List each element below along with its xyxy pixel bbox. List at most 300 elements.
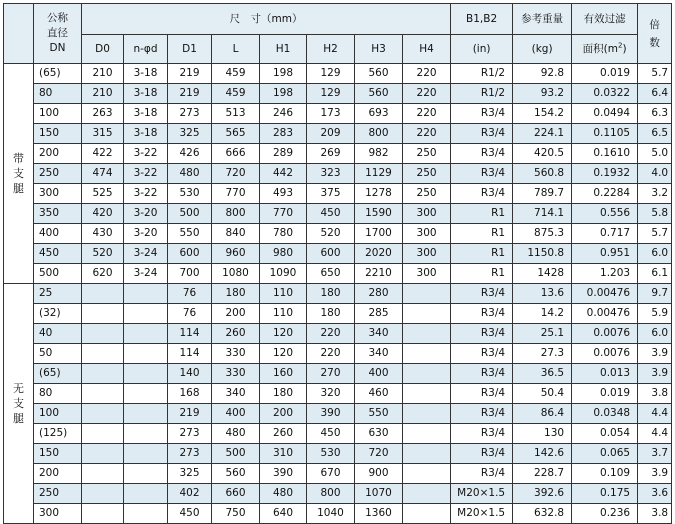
- cell-h1: 640: [260, 504, 307, 524]
- cell-h4: [403, 444, 451, 464]
- cell-h4: [403, 404, 451, 424]
- cell-weight: 1150.8: [513, 244, 572, 264]
- cell-weight: 27.3: [513, 344, 572, 364]
- header-col-h4: H4: [403, 35, 451, 64]
- cell-d0: 210: [82, 84, 124, 104]
- cell-b1b2: R3/4: [451, 344, 513, 364]
- cell-d0: 520: [82, 244, 124, 264]
- cell-h4: [403, 304, 451, 324]
- cell-l: 720: [212, 164, 260, 184]
- header-col-h2: H2: [307, 35, 355, 64]
- cell-d1: 76: [168, 304, 212, 324]
- table-row: [4, 124, 672, 144]
- area-unit-text: 面积(m: [582, 42, 618, 55]
- cell-h4: 220: [403, 104, 451, 124]
- cell-h2: 520: [307, 224, 355, 244]
- cell-ratio: 9.7: [638, 284, 672, 304]
- header-row-2: [4, 35, 672, 64]
- cell-h2: 375: [307, 184, 355, 204]
- cell-dn: (65): [34, 364, 82, 384]
- cell-dn: 50: [34, 344, 82, 364]
- cell-d1: 114: [168, 324, 212, 344]
- cell-l: 1080: [212, 264, 260, 284]
- cell-d1: 219: [168, 84, 212, 104]
- table-row: [4, 364, 672, 384]
- cell-d1: 219: [168, 64, 212, 84]
- cell-ratio: 3.9: [638, 464, 672, 484]
- cell-b1b2: M20×1.5: [451, 484, 513, 504]
- cell-ratio: 4.4: [638, 424, 672, 444]
- cell-h2: 220: [307, 324, 355, 344]
- header-ratio: [638, 4, 672, 64]
- cell-ratio: 6.0: [638, 244, 672, 264]
- header-col-nphid: n-φd: [124, 35, 168, 64]
- cell-weight: 86.4: [513, 404, 572, 424]
- cell-h4: 220: [403, 64, 451, 84]
- cell-h4: [403, 424, 451, 444]
- area-unit-close: ): [622, 42, 627, 55]
- cell-l: 666: [212, 144, 260, 164]
- cell-d1: 140: [168, 364, 212, 384]
- cell-area: 0.0076: [572, 324, 638, 344]
- header-area-unit: [572, 35, 638, 64]
- cell-d1: 219: [168, 404, 212, 424]
- spec-table: [3, 3, 672, 524]
- cell-d1: 273: [168, 104, 212, 124]
- cell-h1: 1090: [260, 264, 307, 284]
- cell-d0: 430: [82, 224, 124, 244]
- header-col-h1: H1: [260, 35, 307, 64]
- cell-area: 0.1105: [572, 124, 638, 144]
- cell-ratio: 6.5: [638, 124, 672, 144]
- header-dimensions: 尺 寸（mm）: [82, 4, 451, 35]
- cell-n-phi-d: [124, 284, 168, 304]
- cell-h4: [403, 504, 451, 524]
- cell-d0: 422: [82, 144, 124, 164]
- cell-h3: 900: [355, 464, 403, 484]
- cell-h1: 198: [260, 84, 307, 104]
- cell-ratio: 3.8: [638, 504, 672, 524]
- cell-h3: 982: [355, 144, 403, 164]
- cell-l: 480: [212, 424, 260, 444]
- cell-n-phi-d: [124, 384, 168, 404]
- cell-h4: [403, 364, 451, 384]
- cell-dn: (32): [34, 304, 82, 324]
- cell-d0: 420: [82, 204, 124, 224]
- cell-h2: 220: [307, 344, 355, 364]
- cell-b1b2: R1/2: [451, 64, 513, 84]
- cell-ratio: 6.3: [638, 104, 672, 124]
- cell-b1b2: R3/4: [451, 324, 513, 344]
- cell-l: 200: [212, 304, 260, 324]
- cell-d0: [82, 324, 124, 344]
- cell-area: 0.175: [572, 484, 638, 504]
- cell-b1b2: R1: [451, 244, 513, 264]
- cell-d1: 600: [168, 244, 212, 264]
- cell-area: 0.065: [572, 444, 638, 464]
- cell-d1: 426: [168, 144, 212, 164]
- cell-l: 840: [212, 224, 260, 244]
- cell-h1: 980: [260, 244, 307, 264]
- cell-h3: 1070: [355, 484, 403, 504]
- cell-l: 500: [212, 444, 260, 464]
- cell-h2: 129: [307, 84, 355, 104]
- cell-h1: 180: [260, 384, 307, 404]
- cell-d0: [82, 344, 124, 364]
- cell-ratio: 5.8: [638, 204, 672, 224]
- cell-ratio: 6.4: [638, 84, 672, 104]
- cell-b1b2: M20×1.5: [451, 504, 513, 524]
- cell-area: 0.019: [572, 64, 638, 84]
- cell-area: 0.0494: [572, 104, 638, 124]
- cell-b1b2: R3/4: [451, 424, 513, 444]
- cell-area: 0.0348: [572, 404, 638, 424]
- cell-ratio: 6.1: [638, 264, 672, 284]
- cell-n-phi-d: 3-20: [124, 224, 168, 244]
- cell-h2: 390: [307, 404, 355, 424]
- cell-dn: 300: [34, 504, 82, 524]
- cell-area: 1.203: [572, 264, 638, 284]
- cell-area: 0.0076: [572, 344, 638, 364]
- cell-n-phi-d: [124, 424, 168, 444]
- cell-l: 260: [212, 324, 260, 344]
- cell-ratio: 3.8: [638, 384, 672, 404]
- cell-area: 0.1610: [572, 144, 638, 164]
- cell-h2: 670: [307, 464, 355, 484]
- table-row: [4, 244, 672, 264]
- cell-weight: 228.7: [513, 464, 572, 484]
- cell-l: 770: [212, 184, 260, 204]
- cell-ratio: 5.7: [638, 224, 672, 244]
- cell-d0: [82, 384, 124, 404]
- cell-h1: 110: [260, 284, 307, 304]
- table-row: [4, 284, 672, 304]
- cell-l: 459: [212, 64, 260, 84]
- cell-h1: 260: [260, 424, 307, 444]
- cell-h4: [403, 464, 451, 484]
- cell-n-phi-d: [124, 504, 168, 524]
- cell-h4: [403, 344, 451, 364]
- cell-area: 0.236: [572, 504, 638, 524]
- cell-dn: 80: [34, 84, 82, 104]
- cell-dn: (65): [34, 64, 82, 84]
- group-label-cell: [4, 64, 34, 284]
- cell-area: 0.109: [572, 464, 638, 484]
- cell-weight: 50.4: [513, 384, 572, 404]
- cell-weight: 92.8: [513, 64, 572, 84]
- cell-b1b2: R3/4: [451, 464, 513, 484]
- cell-l: 800: [212, 204, 260, 224]
- cell-area: 0.019: [572, 384, 638, 404]
- cell-h3: 693: [355, 104, 403, 124]
- cell-n-phi-d: 3-18: [124, 104, 168, 124]
- cell-l: 459: [212, 84, 260, 104]
- cell-b1b2: R3/4: [451, 164, 513, 184]
- cell-dn: 150: [34, 444, 82, 464]
- cell-d1: 325: [168, 464, 212, 484]
- cell-area: 0.0322: [572, 84, 638, 104]
- cell-h4: 250: [403, 144, 451, 164]
- cell-l: 340: [212, 384, 260, 404]
- cell-ratio: 3.7: [638, 444, 672, 464]
- cell-n-phi-d: 3-22: [124, 144, 168, 164]
- table-row: [4, 344, 672, 364]
- cell-weight: 13.6: [513, 284, 572, 304]
- table-row: [4, 84, 672, 104]
- cell-weight: 130: [513, 424, 572, 444]
- cell-weight: 14.2: [513, 304, 572, 324]
- cell-h2: 450: [307, 204, 355, 224]
- cell-l: 960: [212, 244, 260, 264]
- cell-dn: 25: [34, 284, 82, 304]
- cell-h2: 129: [307, 64, 355, 84]
- cell-dn: 200: [34, 144, 82, 164]
- cell-area: 0.556: [572, 204, 638, 224]
- cell-h3: 285: [355, 304, 403, 324]
- cell-l: 330: [212, 364, 260, 384]
- cell-d0: 315: [82, 124, 124, 144]
- cell-dn: 100: [34, 104, 82, 124]
- cell-h1: 390: [260, 464, 307, 484]
- cell-h2: 600: [307, 244, 355, 264]
- cell-area: 0.00476: [572, 304, 638, 324]
- cell-ratio: 4.4: [638, 404, 672, 424]
- cell-n-phi-d: 3-20: [124, 204, 168, 224]
- cell-n-phi-d: 3-22: [124, 184, 168, 204]
- spec-table-container: [3, 3, 672, 524]
- cell-h2: 270: [307, 364, 355, 384]
- cell-d0: 525: [82, 184, 124, 204]
- cell-h3: 2210: [355, 264, 403, 284]
- cell-d1: 402: [168, 484, 212, 504]
- cell-dn: 200: [34, 464, 82, 484]
- cell-area: 0.951: [572, 244, 638, 264]
- cell-h1: 110: [260, 304, 307, 324]
- cell-weight: 36.5: [513, 364, 572, 384]
- cell-b1b2: R3/4: [451, 364, 513, 384]
- cell-h3: 460: [355, 384, 403, 404]
- cell-b1b2: R3/4: [451, 444, 513, 464]
- cell-weight: 224.1: [513, 124, 572, 144]
- cell-h4: 300: [403, 244, 451, 264]
- cell-dn: 450: [34, 244, 82, 264]
- cell-h2: 209: [307, 124, 355, 144]
- cell-d0: [82, 284, 124, 304]
- cell-dn: 500: [34, 264, 82, 284]
- cell-n-phi-d: [124, 304, 168, 324]
- cell-b1b2: R3/4: [451, 184, 513, 204]
- cell-l: 660: [212, 484, 260, 504]
- cell-l: 560: [212, 464, 260, 484]
- cell-h3: 400: [355, 364, 403, 384]
- cell-weight: 875.3: [513, 224, 572, 244]
- cell-l: 565: [212, 124, 260, 144]
- table-row: [4, 144, 672, 164]
- cell-area: 0.013: [572, 364, 638, 384]
- cell-h1: 310: [260, 444, 307, 464]
- cell-ratio: 3.9: [638, 344, 672, 364]
- cell-b1b2: R1: [451, 204, 513, 224]
- table-row: [4, 184, 672, 204]
- cell-d1: 325: [168, 124, 212, 144]
- cell-b1b2: R1/2: [451, 84, 513, 104]
- cell-area: 0.00476: [572, 284, 638, 304]
- cell-h4: [403, 484, 451, 504]
- cell-ratio: 3.9: [638, 364, 672, 384]
- cell-h1: 160: [260, 364, 307, 384]
- cell-h2: 800: [307, 484, 355, 504]
- table-row: [4, 264, 672, 284]
- cell-d1: 273: [168, 424, 212, 444]
- table-row: [4, 164, 672, 184]
- header-col-h3: H3: [355, 35, 403, 64]
- group-label-cell: [4, 284, 34, 524]
- header-col-d0: D0: [82, 35, 124, 64]
- cell-h2: 650: [307, 264, 355, 284]
- cell-b1b2: R3/4: [451, 284, 513, 304]
- cell-h3: 1700: [355, 224, 403, 244]
- table-row: [4, 304, 672, 324]
- cell-n-phi-d: [124, 404, 168, 424]
- cell-d1: 700: [168, 264, 212, 284]
- cell-h2: 320: [307, 384, 355, 404]
- cell-n-phi-d: 3-22: [124, 164, 168, 184]
- cell-h3: 340: [355, 344, 403, 364]
- cell-dn: (125): [34, 424, 82, 444]
- cell-d0: 620: [82, 264, 124, 284]
- cell-l: 330: [212, 344, 260, 364]
- cell-ratio: 5.7: [638, 64, 672, 84]
- cell-h3: 630: [355, 424, 403, 444]
- cell-h3: 1360: [355, 504, 403, 524]
- cell-dn: 250: [34, 164, 82, 184]
- table-row: [4, 104, 672, 124]
- cell-ratio: 3.2: [638, 184, 672, 204]
- group-label: 带支腿: [13, 152, 24, 195]
- cell-h3: 280: [355, 284, 403, 304]
- cell-d0: [82, 404, 124, 424]
- cell-n-phi-d: [124, 464, 168, 484]
- cell-h2: 450: [307, 424, 355, 444]
- cell-h2: 530: [307, 444, 355, 464]
- cell-h2: 1040: [307, 504, 355, 524]
- cell-h4: 220: [403, 124, 451, 144]
- cell-h1: 200: [260, 404, 307, 424]
- cell-weight: 1428: [513, 264, 572, 284]
- cell-ratio: 6.0: [638, 324, 672, 344]
- cell-d0: [82, 364, 124, 384]
- cell-b1b2: R3/4: [451, 104, 513, 124]
- cell-d0: [82, 444, 124, 464]
- cell-weight: 93.2: [513, 84, 572, 104]
- cell-ratio: 3.6: [638, 484, 672, 504]
- cell-n-phi-d: [124, 364, 168, 384]
- cell-n-phi-d: [124, 324, 168, 344]
- table-row: [4, 204, 672, 224]
- header-weight-unit: (kg): [513, 35, 572, 64]
- cell-weight: 142.6: [513, 444, 572, 464]
- cell-h4: 220: [403, 84, 451, 104]
- table-row: [4, 224, 672, 244]
- cell-h2: 269: [307, 144, 355, 164]
- cell-n-phi-d: 3-24: [124, 244, 168, 264]
- cell-d1: 76: [168, 284, 212, 304]
- cell-weight: 154.2: [513, 104, 572, 124]
- cell-h2: 180: [307, 304, 355, 324]
- cell-h1: 442: [260, 164, 307, 184]
- cell-h1: 480: [260, 484, 307, 504]
- cell-d0: [82, 464, 124, 484]
- cell-l: 400: [212, 404, 260, 424]
- cell-b1b2: R3/4: [451, 384, 513, 404]
- cell-d0: [82, 424, 124, 444]
- cell-h1: 770: [260, 204, 307, 224]
- cell-h4: 250: [403, 164, 451, 184]
- header-weight: 参考重量: [513, 4, 572, 35]
- cell-ratio: 5.9: [638, 304, 672, 324]
- cell-h3: 560: [355, 64, 403, 84]
- cell-b1b2: R3/4: [451, 144, 513, 164]
- cell-h1: 493: [260, 184, 307, 204]
- cell-b1b2: R1: [451, 224, 513, 244]
- cell-n-phi-d: 3-18: [124, 84, 168, 104]
- table-row: [4, 424, 672, 444]
- cell-h1: 246: [260, 104, 307, 124]
- cell-dn: 300: [34, 184, 82, 204]
- cell-h2: 323: [307, 164, 355, 184]
- cell-h4: 300: [403, 224, 451, 244]
- cell-h3: 2020: [355, 244, 403, 264]
- cell-d1: 500: [168, 204, 212, 224]
- table-row: [4, 404, 672, 424]
- cell-h3: 1129: [355, 164, 403, 184]
- cell-b1b2: R3/4: [451, 124, 513, 144]
- cell-dn: 350: [34, 204, 82, 224]
- cell-n-phi-d: [124, 444, 168, 464]
- header-dn: [34, 4, 82, 64]
- cell-area: 0.1932: [572, 164, 638, 184]
- cell-d1: 480: [168, 164, 212, 184]
- cell-h1: 120: [260, 344, 307, 364]
- cell-n-phi-d: [124, 344, 168, 364]
- cell-weight: 632.8: [513, 504, 572, 524]
- cell-b1b2: R1: [451, 264, 513, 284]
- header-col-d1: D1: [168, 35, 212, 64]
- cell-l: 180: [212, 284, 260, 304]
- table-body: [4, 64, 672, 524]
- cell-area: 0.717: [572, 224, 638, 244]
- cell-dn: 80: [34, 384, 82, 404]
- cell-h1: 780: [260, 224, 307, 244]
- cell-h3: 1590: [355, 204, 403, 224]
- cell-b1b2: R3/4: [451, 404, 513, 424]
- cell-b1b2: R3/4: [451, 304, 513, 324]
- cell-n-phi-d: 3-24: [124, 264, 168, 284]
- cell-d1: 273: [168, 444, 212, 464]
- cell-h3: 340: [355, 324, 403, 344]
- cell-h3: 550: [355, 404, 403, 424]
- table-row: [4, 324, 672, 344]
- cell-l: 750: [212, 504, 260, 524]
- cell-d1: 530: [168, 184, 212, 204]
- cell-l: 513: [212, 104, 260, 124]
- cell-h4: [403, 324, 451, 344]
- cell-d0: 474: [82, 164, 124, 184]
- cell-d0: [82, 304, 124, 324]
- cell-h1: 283: [260, 124, 307, 144]
- cell-d1: 450: [168, 504, 212, 524]
- table-row: [4, 464, 672, 484]
